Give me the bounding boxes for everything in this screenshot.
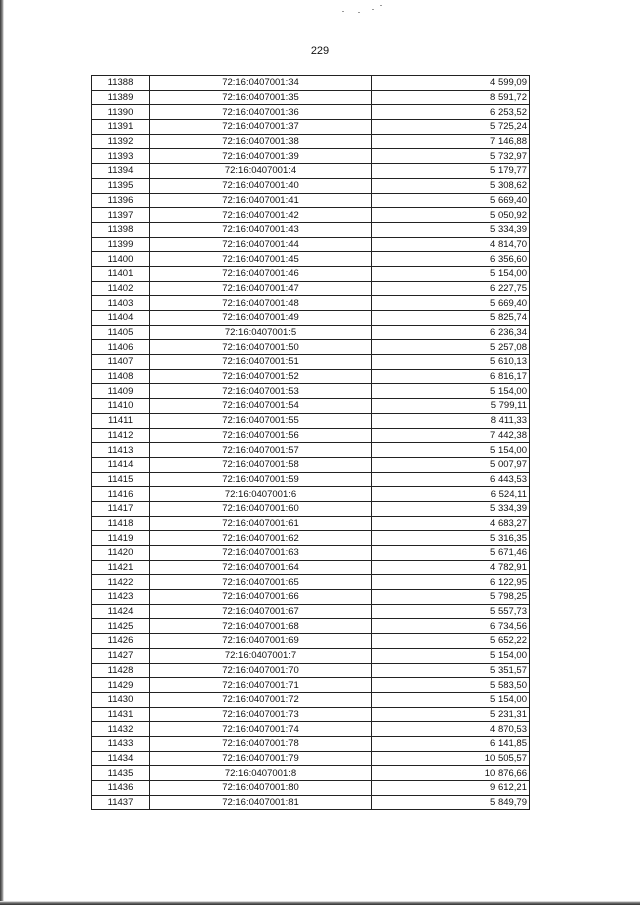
value-amount: 5 334,39	[372, 501, 530, 516]
record-number: 11437	[92, 795, 150, 810]
table-row	[92, 619, 530, 634]
ledger-body	[92, 76, 530, 810]
value-amount: 5 007,97	[372, 457, 530, 472]
value-amount: 6 443,53	[372, 472, 530, 487]
value-amount: 6 356,60	[372, 252, 530, 267]
value-amount: 5 849,79	[372, 795, 530, 810]
value-amount: 5 669,40	[372, 296, 530, 311]
cadastral-number: 72:16:0407001:63	[150, 546, 372, 561]
value-amount: 7 442,38	[372, 428, 530, 443]
cadastral-number: 72:16:0407001:64	[150, 560, 372, 575]
value-amount: 4 683,27	[372, 516, 530, 531]
record-number: 11419	[92, 531, 150, 546]
value-amount: 5 231,31	[372, 707, 530, 722]
value-amount: 4 599,09	[372, 76, 530, 91]
cadastral-number: 72:16:0407001:70	[150, 663, 372, 678]
value-amount: 10 505,57	[372, 751, 530, 766]
value-amount: 7 146,88	[372, 134, 530, 149]
cadastral-number: 72:16:0407001:69	[150, 634, 372, 649]
table-row	[92, 252, 530, 267]
record-number: 11420	[92, 546, 150, 561]
record-number: 11430	[92, 692, 150, 707]
cadastral-number: 72:16:0407001:71	[150, 678, 372, 693]
cadastral-number: 72:16:0407001:41	[150, 193, 372, 208]
table-row	[92, 516, 530, 531]
record-number: 11418	[92, 516, 150, 531]
record-number: 11412	[92, 428, 150, 443]
cadastral-number: 72:16:0407001:78	[150, 736, 372, 751]
record-number: 11408	[92, 369, 150, 384]
cadastral-number: 72:16:0407001:8	[150, 766, 372, 781]
record-number: 11406	[92, 340, 150, 355]
table-row	[92, 751, 530, 766]
cadastral-number: 72:16:0407001:4	[150, 164, 372, 179]
cadastral-number: 72:16:0407001:62	[150, 531, 372, 546]
record-number: 11407	[92, 355, 150, 370]
table-row	[92, 736, 530, 751]
cadastral-number: 72:16:0407001:54	[150, 399, 372, 414]
value-amount: 6 236,34	[372, 325, 530, 340]
cadastral-number: 72:16:0407001:73	[150, 707, 372, 722]
record-number: 11399	[92, 237, 150, 252]
table-row	[92, 237, 530, 252]
value-amount: 5 732,97	[372, 149, 530, 164]
table-row	[92, 531, 530, 546]
value-amount: 10 876,66	[372, 766, 530, 781]
scan-specks	[342, 3, 392, 15]
table-row	[92, 355, 530, 370]
table-row	[92, 472, 530, 487]
table-row	[92, 590, 530, 605]
table-row	[92, 634, 530, 649]
table-row	[92, 722, 530, 737]
record-number: 11405	[92, 325, 150, 340]
cadastral-number: 72:16:0407001:7	[150, 648, 372, 663]
table-row	[92, 222, 530, 237]
table-row	[92, 384, 530, 399]
value-amount: 5 351,57	[372, 663, 530, 678]
scan-speck	[372, 9, 374, 10]
cadastral-number: 72:16:0407001:81	[150, 795, 372, 810]
record-number: 11432	[92, 722, 150, 737]
value-amount: 6 227,75	[372, 281, 530, 296]
cadastral-number: 72:16:0407001:61	[150, 516, 372, 531]
table-row	[92, 311, 530, 326]
value-amount: 5 799,11	[372, 399, 530, 414]
cadastral-number: 72:16:0407001:34	[150, 76, 372, 91]
table-row	[92, 296, 530, 311]
scan-edge-bottom	[0, 901, 640, 905]
record-number: 11417	[92, 501, 150, 516]
value-amount: 5 557,73	[372, 604, 530, 619]
table-row	[92, 766, 530, 781]
record-number: 11403	[92, 296, 150, 311]
value-amount: 6 524,11	[372, 487, 530, 502]
table-row	[92, 560, 530, 575]
table-row	[92, 90, 530, 105]
table-row	[92, 134, 530, 149]
cadastral-number: 72:16:0407001:74	[150, 722, 372, 737]
record-number: 11398	[92, 222, 150, 237]
table-row	[92, 487, 530, 502]
value-amount: 5 583,50	[372, 678, 530, 693]
value-amount: 4 814,70	[372, 237, 530, 252]
cadastral-number: 72:16:0407001:49	[150, 311, 372, 326]
record-number: 11416	[92, 487, 150, 502]
cadastral-number: 72:16:0407001:79	[150, 751, 372, 766]
cadastral-number: 72:16:0407001:39	[150, 149, 372, 164]
table-row	[92, 781, 530, 796]
table-row	[92, 105, 530, 120]
value-amount: 6 253,52	[372, 105, 530, 120]
cadastral-number: 72:16:0407001:59	[150, 472, 372, 487]
value-amount: 5 154,00	[372, 443, 530, 458]
table-row	[92, 457, 530, 472]
table-row	[92, 325, 530, 340]
record-number: 11424	[92, 604, 150, 619]
table-row	[92, 604, 530, 619]
cadastral-number: 72:16:0407001:38	[150, 134, 372, 149]
cadastral-number: 72:16:0407001:5	[150, 325, 372, 340]
value-amount: 8 411,33	[372, 413, 530, 428]
value-amount: 5 316,35	[372, 531, 530, 546]
record-number: 11400	[92, 252, 150, 267]
value-amount: 6 734,56	[372, 619, 530, 634]
table-row	[92, 707, 530, 722]
record-number: 11389	[92, 90, 150, 105]
table-row	[92, 76, 530, 91]
record-number: 11391	[92, 120, 150, 135]
value-amount: 5 334,39	[372, 222, 530, 237]
value-amount: 5 154,00	[372, 384, 530, 399]
cadastral-number: 72:16:0407001:68	[150, 619, 372, 634]
value-amount: 5 671,46	[372, 546, 530, 561]
cadastral-number: 72:16:0407001:47	[150, 281, 372, 296]
scan-speck	[342, 11, 344, 12]
cadastral-number: 72:16:0407001:35	[150, 90, 372, 105]
record-number: 11394	[92, 164, 150, 179]
value-amount: 9 612,21	[372, 781, 530, 796]
value-amount: 5 610,13	[372, 355, 530, 370]
value-amount: 8 591,72	[372, 90, 530, 105]
cadastral-number: 72:16:0407001:67	[150, 604, 372, 619]
record-number: 11413	[92, 443, 150, 458]
record-number: 11404	[92, 311, 150, 326]
record-number: 11410	[92, 399, 150, 414]
value-amount: 6 141,85	[372, 736, 530, 751]
cadastral-number: 72:16:0407001:57	[150, 443, 372, 458]
table-row	[92, 340, 530, 355]
record-number: 11435	[92, 766, 150, 781]
record-number: 11395	[92, 178, 150, 193]
table-row	[92, 795, 530, 810]
record-number: 11414	[92, 457, 150, 472]
value-amount: 5 050,92	[372, 208, 530, 223]
table-row	[92, 575, 530, 590]
table-row	[92, 164, 530, 179]
cadastral-number: 72:16:0407001:55	[150, 413, 372, 428]
value-amount: 5 725,24	[372, 120, 530, 135]
cadastral-number: 72:16:0407001:37	[150, 120, 372, 135]
record-number: 11409	[92, 384, 150, 399]
table-row	[92, 281, 530, 296]
table-row	[92, 369, 530, 384]
table-row	[92, 428, 530, 443]
cadastral-number: 72:16:0407001:40	[150, 178, 372, 193]
record-number: 11429	[92, 678, 150, 693]
cadastral-number: 72:16:0407001:44	[150, 237, 372, 252]
record-number: 11411	[92, 413, 150, 428]
table-row	[92, 149, 530, 164]
table-row	[92, 208, 530, 223]
value-amount: 5 179,77	[372, 164, 530, 179]
cadastral-number: 72:16:0407001:43	[150, 222, 372, 237]
value-amount: 4 870,53	[372, 722, 530, 737]
ledger-table	[91, 75, 530, 810]
value-amount: 5 257,08	[372, 340, 530, 355]
value-amount: 5 652,22	[372, 634, 530, 649]
value-amount: 5 154,00	[372, 692, 530, 707]
record-number: 11427	[92, 648, 150, 663]
cadastral-number: 72:16:0407001:46	[150, 266, 372, 281]
record-number: 11436	[92, 781, 150, 796]
value-amount: 5 825,74	[372, 311, 530, 326]
record-number: 11426	[92, 634, 150, 649]
record-number: 11431	[92, 707, 150, 722]
cadastral-number: 72:16:0407001:50	[150, 340, 372, 355]
record-number: 11393	[92, 149, 150, 164]
table-row	[92, 501, 530, 516]
cadastral-number: 72:16:0407001:51	[150, 355, 372, 370]
scan-edge-left	[0, 0, 4, 905]
table-row	[92, 399, 530, 414]
record-number: 11425	[92, 619, 150, 634]
value-amount: 6 816,17	[372, 369, 530, 384]
record-number: 11421	[92, 560, 150, 575]
scan-speck	[380, 5, 382, 6]
table-row	[92, 546, 530, 561]
cadastral-number: 72:16:0407001:6	[150, 487, 372, 502]
cadastral-number: 72:16:0407001:53	[150, 384, 372, 399]
cadastral-number: 72:16:0407001:72	[150, 692, 372, 707]
cadastral-number: 72:16:0407001:48	[150, 296, 372, 311]
record-number: 11392	[92, 134, 150, 149]
value-amount: 5 798,25	[372, 590, 530, 605]
table-row	[92, 692, 530, 707]
cadastral-number: 72:16:0407001:36	[150, 105, 372, 120]
scan-speck	[358, 12, 360, 13]
record-number: 11390	[92, 105, 150, 120]
record-number: 11401	[92, 266, 150, 281]
table-row	[92, 443, 530, 458]
value-amount: 4 782,91	[372, 560, 530, 575]
table-row	[92, 678, 530, 693]
record-number: 11415	[92, 472, 150, 487]
record-number: 11433	[92, 736, 150, 751]
record-number: 11434	[92, 751, 150, 766]
table-row	[92, 663, 530, 678]
record-number: 11397	[92, 208, 150, 223]
record-number: 11428	[92, 663, 150, 678]
table-row	[92, 193, 530, 208]
value-amount: 5 154,00	[372, 266, 530, 281]
value-amount: 6 122,95	[372, 575, 530, 590]
table-row	[92, 266, 530, 281]
cadastral-number: 72:16:0407001:80	[150, 781, 372, 796]
value-amount: 5 154,00	[372, 648, 530, 663]
page-number: 229	[310, 45, 330, 57]
table-row	[92, 648, 530, 663]
cadastral-number: 72:16:0407001:56	[150, 428, 372, 443]
record-number: 11422	[92, 575, 150, 590]
value-amount: 5 669,40	[372, 193, 530, 208]
value-amount: 5 308,62	[372, 178, 530, 193]
cadastral-number: 72:16:0407001:42	[150, 208, 372, 223]
record-number: 11396	[92, 193, 150, 208]
record-number: 11402	[92, 281, 150, 296]
cadastral-number: 72:16:0407001:60	[150, 501, 372, 516]
table-row	[92, 178, 530, 193]
table-row	[92, 413, 530, 428]
table-row	[92, 120, 530, 135]
cadastral-number: 72:16:0407001:66	[150, 590, 372, 605]
cadastral-number: 72:16:0407001:58	[150, 457, 372, 472]
cadastral-number: 72:16:0407001:65	[150, 575, 372, 590]
record-number: 11388	[92, 76, 150, 91]
cadastral-number: 72:16:0407001:45	[150, 252, 372, 267]
cadastral-number: 72:16:0407001:52	[150, 369, 372, 384]
record-number: 11423	[92, 590, 150, 605]
